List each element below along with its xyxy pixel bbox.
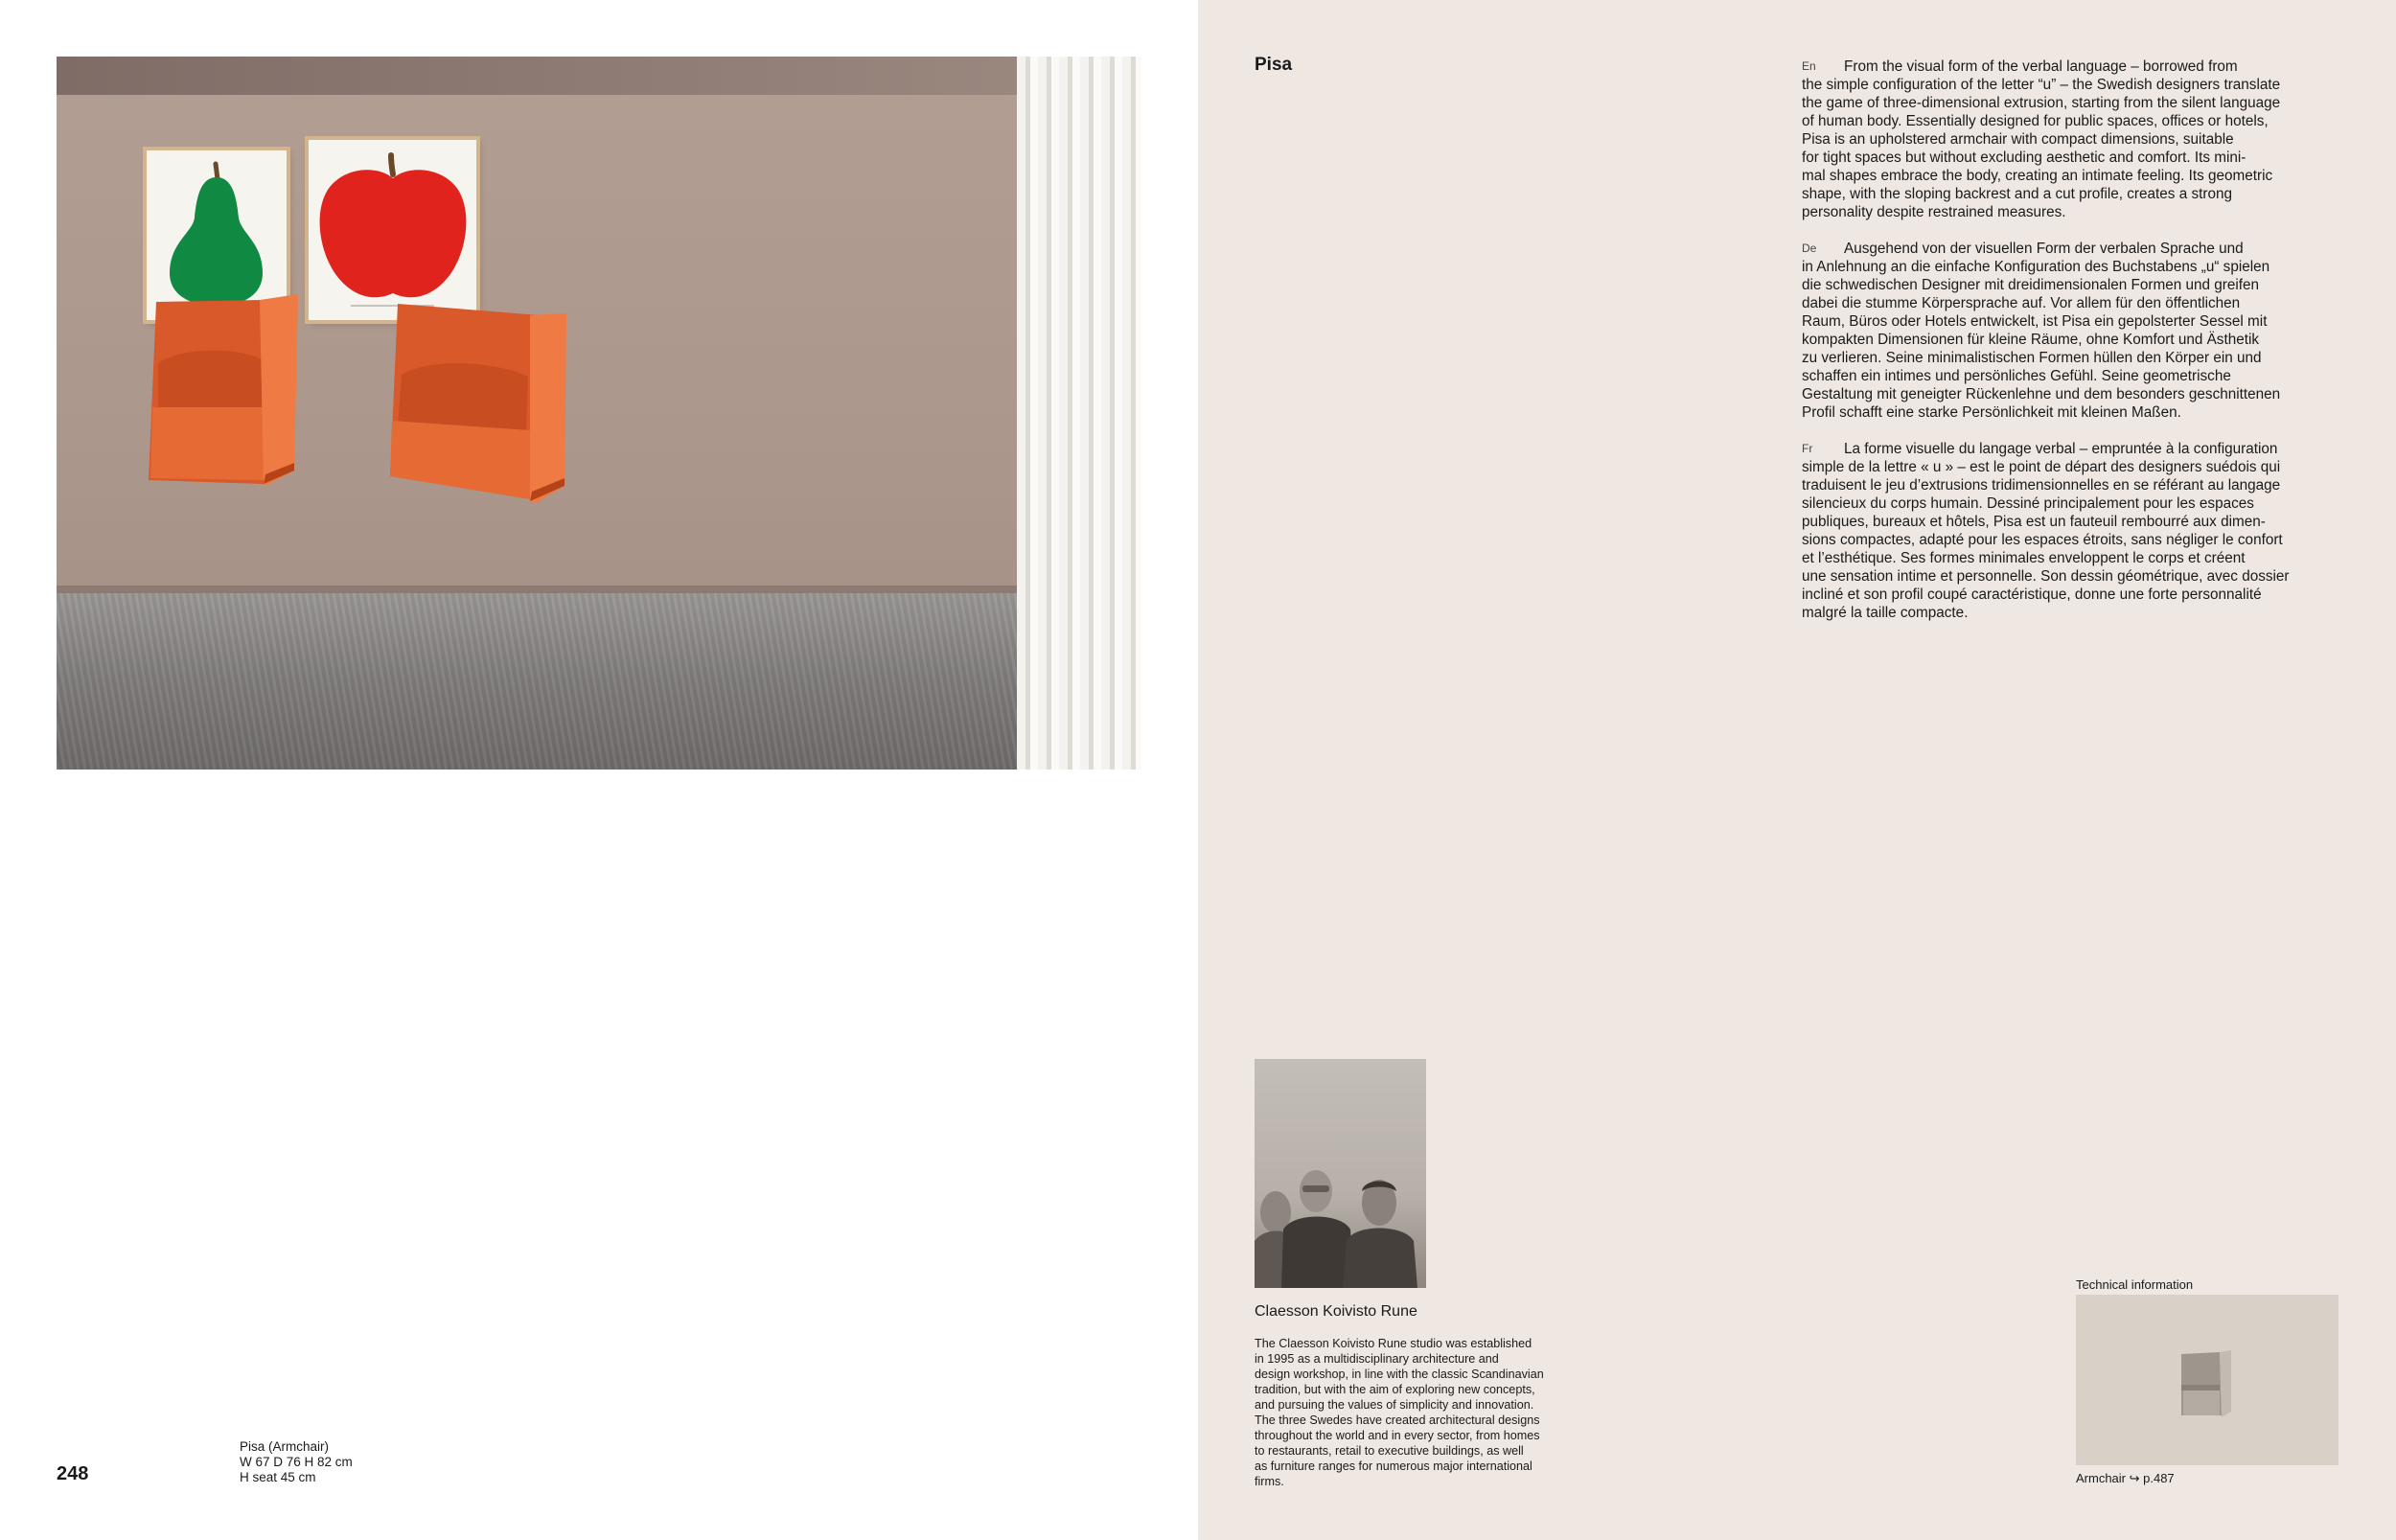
text-line: sions compactes, adapté pour les espaces étroits, sans négliger le confort — [1802, 532, 2283, 548]
text-line: From the visual form of the verbal language – borrowed from — [1844, 58, 2238, 75]
description-text — [1802, 57, 2338, 221]
description-text — [1802, 240, 2338, 422]
text-line: firms. — [1255, 1475, 1284, 1488]
text-line: the simple configuration of the letter “u” – the Swedish designers translate — [1802, 77, 2281, 93]
technical-info-label: Technical information — [2076, 1277, 2194, 1292]
text-line: tradition, but with the aim of exploring new concepts, — [1255, 1383, 1535, 1396]
text-line: La forme visuelle du langage verbal – empruntée à la configuration — [1844, 441, 2278, 457]
technical-info-thumbnail[interactable] — [2076, 1295, 2338, 1465]
description-text — [1802, 440, 2338, 622]
armchair-right — [386, 298, 616, 511]
designer-bio — [1255, 1336, 1580, 1489]
description-de — [1802, 240, 2338, 422]
text-line: as furniture ranges for numerous major international — [1255, 1460, 1532, 1473]
text-line: mal shapes embrace the body, creating an intimate feeling. Its geometric — [1802, 168, 2273, 184]
text-line: schaffen ein intimes und persönliches Gefühl. Seine geometrische — [1802, 368, 2231, 384]
text-line: die schwedischen Designer mit dreidimensionalen Formen und greifen — [1802, 277, 2260, 293]
product-caption — [240, 1439, 353, 1485]
language-tag: De — [1802, 241, 1817, 255]
text-line: Profil schafft eine starke Persönlichkeit mit kleinen Maßen. — [1802, 404, 2181, 421]
hero-photo — [57, 57, 1141, 770]
designer-photo — [1255, 1059, 1426, 1288]
page-number: 248 — [57, 1463, 89, 1484]
photo-ceiling — [57, 57, 1141, 95]
text-line: simple de la lettre « u » – est le point de départ des designers suédois qui — [1802, 459, 2281, 475]
language-tag: Fr — [1802, 442, 1813, 455]
text-line: dabei die stumme Körpersprache auf. Vor allem für den öffentlichen — [1802, 295, 2241, 311]
text-line: publiques, bureaux et hôtels, Pisa est un fauteuil rembourré aux dimen- — [1802, 514, 2266, 530]
product-dimensions: W 67 D 76 H 82 cm — [240, 1455, 353, 1469]
product-seat-height: H seat 45 cm — [240, 1470, 316, 1484]
text-line: of human body. Essentially designed for public spaces, offices or hotels, — [1802, 113, 2269, 129]
armchair-left — [145, 292, 336, 494]
designer-name: Claesson Koivisto Rune — [1255, 1303, 1417, 1320]
text-line: et l’esthétique. Ses formes minimales enveloppent le corps et créent — [1802, 550, 2246, 566]
text-line: in Anlehnung an die einfache Konfiguration des Buchstabens „u“ spielen — [1802, 259, 2270, 275]
descriptions — [1802, 57, 2338, 640]
text-line: Raum, Büros oder Hotels entwickelt, ist Pisa ein gepolsterter Sessel mit — [1802, 313, 2268, 330]
armchair-page-link[interactable]: Armchair ↪ p.487 — [2076, 1471, 2175, 1485]
text-line: kompakten Dimensionen für kleine Räume, ohne Komfort und Ästhetik — [1802, 332, 2260, 348]
product-title: Pisa — [1255, 55, 1293, 75]
description-en — [1802, 57, 2338, 221]
text-line: Gestaltung mit geneigter Rückenlehne und dem besonders geschnittenen — [1802, 386, 2281, 402]
text-line: shape, with the sloping backrest and a cut profile, creates a strong — [1802, 186, 2232, 202]
text-line: throughout the world and in every sector, from homes — [1255, 1429, 1540, 1442]
text-line: malgré la taille compacte. — [1802, 605, 1969, 621]
text-line: the game of three-dimensional extrusion, starting from the silent language — [1802, 95, 2281, 111]
text-line: The three Swedes have created architectural designs — [1255, 1414, 1540, 1427]
text-line: une sensation intime et personnelle. Son dessin géométrique, avec dossier — [1802, 568, 2290, 585]
description-fr — [1802, 440, 2338, 622]
text-line: zu verlieren. Seine minimalistischen Formen hüllen den Körper ein und — [1802, 350, 2262, 366]
text-line: to restaurants, retail to executive buildings, as well — [1255, 1444, 1524, 1458]
text-line: traduisent le jeu d’extrusions tridimensionnelles en se référant au langage — [1802, 477, 2281, 494]
text-line: Pisa is an upholstered armchair with compact dimensions, suitable — [1802, 131, 2234, 148]
text-line: in 1995 as a multidisciplinary architecture and — [1255, 1352, 1499, 1366]
armchair-thumbnail — [2076, 1295, 2338, 1465]
text-line: design workshop, in line with the classic Scandinavian — [1255, 1368, 1544, 1381]
text-line: silencieux du corps humain. Dessiné principalement pour les espaces — [1802, 495, 2254, 512]
text-line: The Claesson Koivisto Rune studio was established — [1255, 1337, 1532, 1350]
language-tag: En — [1802, 59, 1816, 73]
text-line: incliné et son profil coupé caractéristique, donne une forte personnalité — [1802, 586, 2262, 603]
product-name: Pisa (Armchair) — [240, 1439, 330, 1454]
photo-floor — [57, 593, 1141, 770]
text-line: personality despite restrained measures. — [1802, 204, 2066, 220]
curtain — [1017, 57, 1141, 770]
text-line: for tight spaces but without excluding aesthetic and comfort. Its mini- — [1802, 149, 2246, 166]
text-line: and pursuing the values of simplicity and innovation. — [1255, 1398, 1534, 1412]
designers-portrait — [1255, 1059, 1426, 1288]
text-line: Ausgehend von der visuellen Form der verbalen Sprache und — [1844, 241, 2244, 257]
